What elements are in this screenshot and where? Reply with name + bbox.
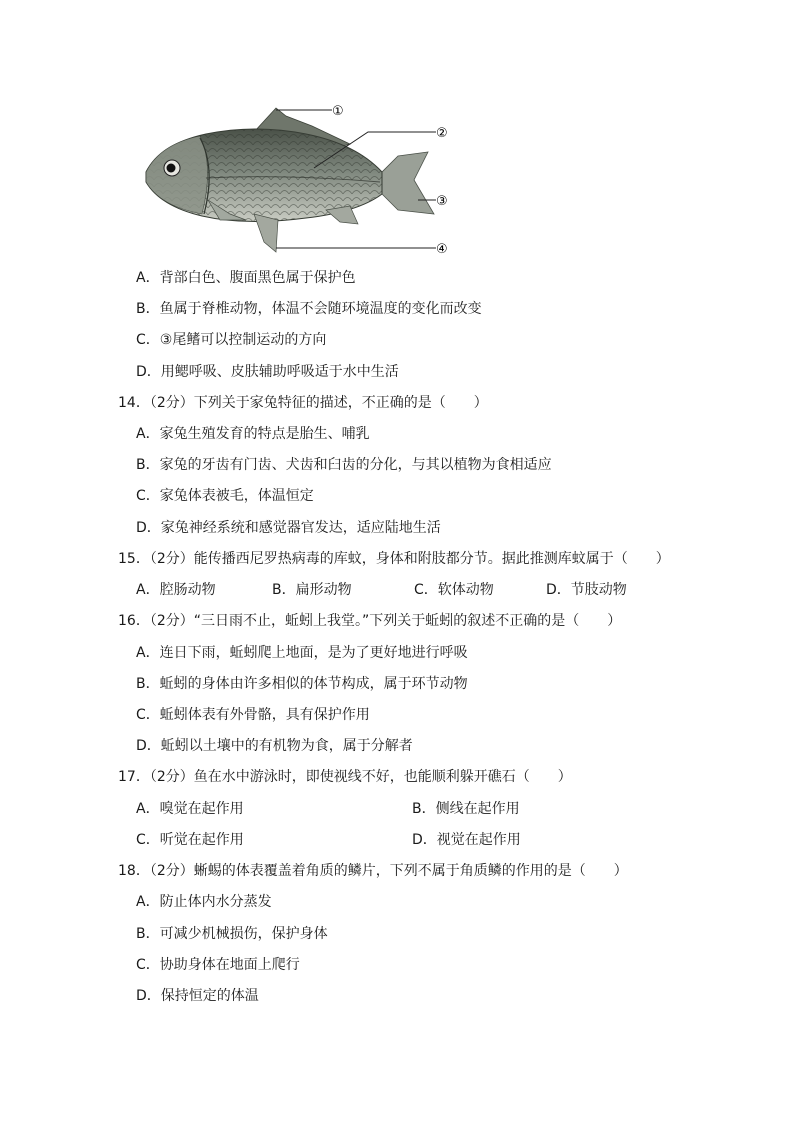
q18-option-a: A．防止体内水分蒸发 xyxy=(136,894,272,910)
q13-option-a: A．背部白色、腹面黑色属于保护色 xyxy=(136,270,356,286)
q16-option-a: A．连日下雨，蚯蚓爬上地面，是为了更好地进行呼吸 xyxy=(136,645,468,661)
q15-option-d: D．节肢动物 xyxy=(546,582,627,598)
q15-stem: 15．（2分）能传播西尼罗热病毒的库蚊，身体和附肢都分节。据此推测库蚊属于（ ） xyxy=(118,551,670,567)
q14-option-d: D．家兔神经系统和感觉器官发达，适应陆地生活 xyxy=(136,520,441,536)
q14-stem: 14．（2分）下列关于家兔特征的描述，不正确的是（ ） xyxy=(118,395,488,411)
q13-option-c: C．③尾鳍可以控制运动的方向 xyxy=(136,332,327,348)
q18-stem: 18．（2分）蜥蜴的体表覆盖着角质的鳞片，下列不属于角质鳞的作用的是（ ） xyxy=(118,863,628,879)
q18-option-c: C．协助身体在地面上爬行 xyxy=(136,957,300,973)
callout-4: ④ xyxy=(436,242,448,257)
q16-option-b: B．蚯蚓的身体由许多相似的体节构成，属于环节动物 xyxy=(136,676,468,692)
pelvic-fin xyxy=(254,214,278,252)
q13-option-d: D．用鳃呼吸、皮肤辅助呼吸适于水中生活 xyxy=(136,364,399,380)
q13-option-b: B．鱼属于脊椎动物，体温不会随环境温度的变化而改变 xyxy=(136,301,482,317)
q17-option-d: D．视觉在起作用 xyxy=(412,832,521,848)
callout-3: ③ xyxy=(436,194,448,209)
q16-stem: 16．（2分）“三日雨不止，蚯蚓上我堂。”下列关于蚯蚓的叙述不正确的是（ ） xyxy=(118,613,622,629)
q17-option-c: C．听觉在起作用 xyxy=(136,832,244,848)
callout-2: ② xyxy=(436,126,448,141)
tail-fin xyxy=(380,152,434,214)
q17-stem: 17．（2分）鱼在水中游泳时，即使视线不好，也能顺利躲开礁石（ ） xyxy=(118,769,572,785)
q15-option-a: A．腔肠动物 xyxy=(136,582,216,598)
q16-option-c: C．蚯蚓体表有外骨骼，具有保护作用 xyxy=(136,707,370,723)
q15-option-b: B．扁形动物 xyxy=(272,582,352,598)
q14-option-c: C．家兔体表被毛，体温恒定 xyxy=(136,488,314,504)
q14-option-b: B．家兔的牙齿有门齿、犬齿和臼齿的分化，与其以植物为食相适应 xyxy=(136,457,552,473)
callout-1: ① xyxy=(332,104,344,119)
q16-option-d: D．蚯蚓以土壤中的有机物为食，属于分解者 xyxy=(136,738,413,754)
q17-option-a: A．嗅觉在起作用 xyxy=(136,801,244,817)
q18-option-d: D．保持恒定的体温 xyxy=(136,988,259,1004)
q17-option-b: B．侧线在起作用 xyxy=(412,801,520,817)
fish-diagram xyxy=(136,96,466,262)
q14-option-a: A．家兔生殖发育的特点是胎生、哺乳 xyxy=(136,426,370,442)
q15-option-c: C．软体动物 xyxy=(414,582,494,598)
q18-option-b: B．可减少机械损伤，保护身体 xyxy=(136,926,328,942)
